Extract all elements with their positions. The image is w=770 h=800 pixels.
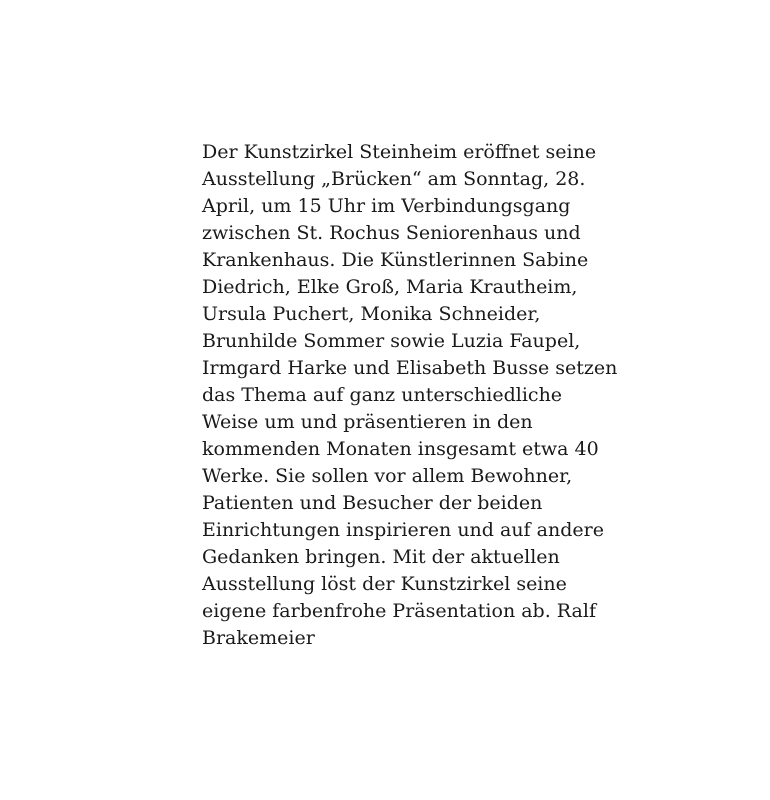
article-line: kommenden Monaten insgesamt etwa 40 [202, 438, 599, 460]
article-line: Einrichtungen inspirieren und auf andere [202, 519, 604, 541]
article-line: Brunhilde Sommer sowie Luzia Faupel, [202, 330, 581, 352]
article-line: Ursula Puchert, Monika Schneider, [202, 303, 541, 325]
article-line: Diedrich, Elke Groß, Maria Krautheim, [202, 276, 578, 298]
article-text [202, 139, 622, 652]
article-line: Der Kunstzirkel Steinheim eröffnet seine [202, 141, 597, 163]
article-line: April, um 15 Uhr im Verbindungsgang [202, 195, 571, 217]
article-line: Werke. Sie sollen vor allem Bewohner, [202, 465, 573, 487]
article-line: Weise um und präsentieren in den [202, 411, 533, 433]
article-line: Ausstellung löst der Kunstzirkel seine [202, 573, 567, 595]
article-line: Gedanken bringen. Mit der aktuellen [202, 546, 560, 568]
article-line: eigene farbenfrohe Präsentation ab. Ralf [202, 600, 596, 622]
article-line: das Thema auf ganz unterschiedliche [202, 384, 563, 406]
article-line: Irmgard Harke und Elisabeth Busse setzen [202, 357, 618, 379]
article-line: Ausstellung „Brücken“ am Sonntag, 28. [202, 168, 586, 190]
article-line: Patienten und Besucher der beiden [202, 492, 543, 514]
article-line: Krankenhaus. Die Künstlerinnen Sabine [202, 249, 589, 271]
article-line: Brakemeier [202, 627, 315, 649]
article-line: zwischen St. Rochus Seniorenhaus und [202, 222, 581, 244]
